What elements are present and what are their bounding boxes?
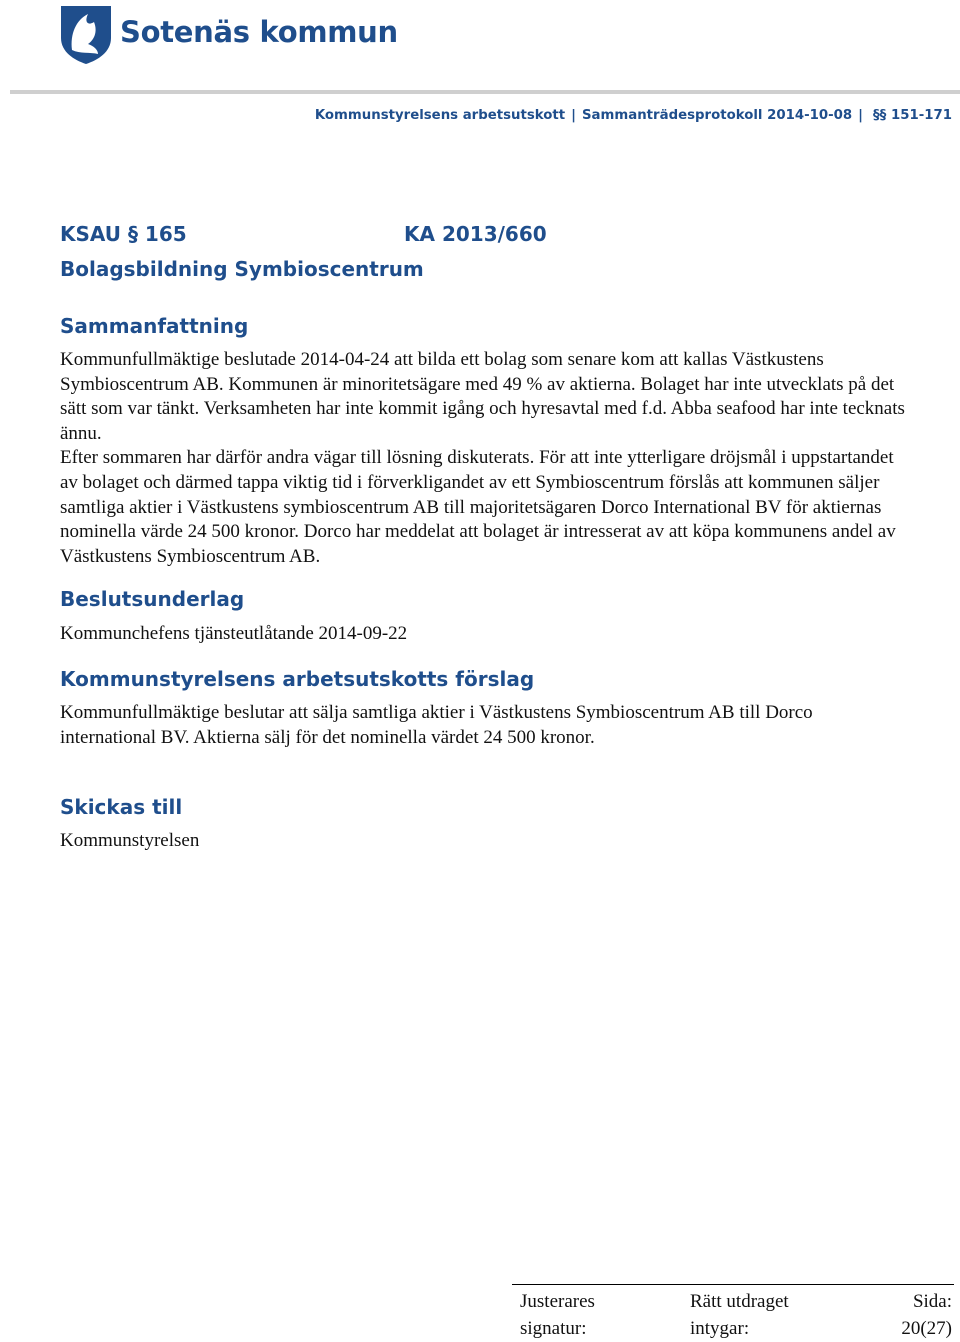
header-org: Kommunstyrelsens arbetsutskott [314,108,566,123]
summary-paragraph: Efter sommaren har därför andra vägar till lösning diskuterats. För att inte ytterligare dröjsmål i uppstartandet av bolaget och därmed tappa viktig tid i förverkligandet av ett Symbioscentrum förslås att kommunen säljer samtliga aktier i Västkustens symbioscentrum AB till majoritetsägaren Dorco International BV för aktiernas nominella värde 24 500 kronor. Dorco har meddelat att bolaget är intresserat av att köpa kommunens andel av Västkustens Symbioscentrum AB. [60,447,896,567]
protocol-header [315,108,952,123]
header-separator: | [858,108,864,123]
summary-paragraph: Kommunfullmäktige beslutade 2014-04-24 att bilda ett bolag som senare kom att kallas Västkustens Symbioscentrum AB. Kommunen är minoritetsägare med 49 % av aktierna. Bolaget har inte utvecklats på det sätt som var tänkt. Verksamheten har inte kommit igång och hyresavtal med f.d. Abba seafood har inte tecknats ännu. [60,349,905,444]
header-section-range: §§ 151-171 [873,108,952,123]
send-to-heading: Skickas till [60,795,183,819]
summary-text [60,348,910,569]
case-heading [60,222,560,246]
proposal-heading: Kommunstyrelsens arbetsutskotts förslag [60,667,535,691]
footer-page-label: Sida: [912,1291,952,1312]
summary-heading: Sammanfattning [60,314,249,338]
send-to-text: Kommunstyrelsen [60,830,200,851]
footer-divider [512,1284,954,1285]
case-reference: KA 2013/660 [404,222,547,246]
footer-page-value: 20(27) [901,1318,952,1339]
footer-signature-line-2: signatur: [520,1318,587,1339]
header-date: 2014-10-08 [767,108,853,123]
footer-page-number [901,1288,952,1342]
footer-signature-label [520,1288,595,1342]
footer-extract-label [690,1288,789,1342]
municipal-shield-icon [58,4,114,66]
case-id: KSAU § 165 [60,222,187,246]
header-doc-type: Sammanträdesprotokoll [581,108,763,123]
footer-extract-line-2: intygar: [690,1318,750,1339]
footer-extract-line-1: Rätt utdraget [690,1291,789,1312]
municipality-name: Sotenäs kommun [120,15,398,49]
footer-signature-line-1: Justerares [520,1291,595,1312]
case-title: Bolagsbildning Symbioscentrum [60,257,424,281]
municipality-logo [58,4,398,66]
basis-heading: Beslutsunderlag [60,587,245,611]
basis-text: Kommunchefens tjänsteutlåtande 2014-09-22 [60,623,408,644]
header-separator: | [571,108,576,123]
header-divider [10,90,960,94]
proposal-text: Kommunfullmäktige beslutar att sälja samtliga aktier i Västkustens Symbioscentrum AB till Dorco international BV. Aktierna sälj för det nominella värdet 24 500 kronor. [60,702,813,748]
